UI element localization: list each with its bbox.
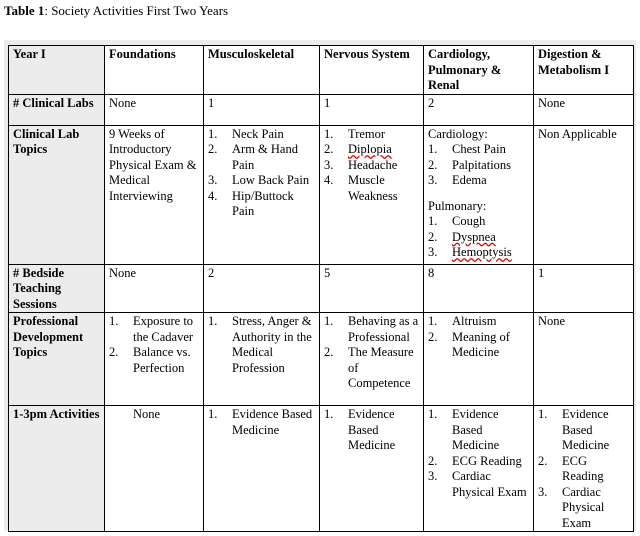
cell: None (534, 94, 634, 125)
list (324, 407, 419, 454)
cell (204, 125, 320, 264)
pulmonary-heading: Pulmonary: (428, 198, 487, 213)
cell: None (534, 313, 634, 406)
list-item: 2. Arm & Hand Pain (208, 142, 298, 172)
table-row (9, 94, 634, 125)
cell: 2 (424, 94, 534, 125)
cell: 8 (424, 264, 534, 313)
list-item: 3. Headache (324, 157, 398, 172)
header-musculoskeletal: Musculoskeletal (204, 46, 320, 95)
cell: 1 (204, 94, 320, 125)
table-row (9, 406, 634, 532)
list (538, 407, 629, 531)
cell: 1 (534, 264, 634, 313)
list-item: 3. Cardiac Physical Exam (538, 484, 605, 530)
list-item: 1. Evidence Based Medicine (428, 407, 500, 452)
cell: 9 Weeks of Introductory Physical Exam & Medical Interviewing (105, 125, 204, 264)
list (324, 127, 419, 205)
list-item: 4. Hip/Buttock Pain (208, 188, 294, 218)
cell (534, 406, 634, 532)
row-label-clinical-topics: Clinical Lab Topics (9, 125, 105, 264)
list-item: 2. Diplopia (324, 142, 392, 156)
table-caption (4, 3, 228, 19)
table-row (9, 313, 634, 406)
row-label-professional: Professional Development Topics (9, 313, 105, 406)
list (428, 214, 529, 261)
cell: Non Applicable (534, 125, 634, 264)
list (208, 407, 315, 438)
list-item: 1. Exposure to the Cadaver (109, 314, 194, 344)
list-item: 1. Neck Pain (208, 126, 284, 141)
cell: 2 (204, 264, 320, 313)
header-nervous: Nervous System (320, 46, 424, 95)
table-row (9, 125, 634, 264)
list-item: 2. Meaning of Medicine (428, 329, 510, 359)
list-item: 1. Chest Pain (428, 142, 506, 156)
list-item: 3. Hemoptysis (428, 245, 512, 259)
list (208, 314, 315, 376)
cell: None (105, 264, 204, 313)
list-item: 1. Cough (428, 214, 486, 228)
row-label-activities: 1-3pm Activities (9, 406, 105, 532)
cell (204, 406, 320, 532)
list-item: 2. Palpitations (428, 157, 512, 172)
caption-label: Table 1 (4, 3, 45, 18)
row-label-clinical-labs: # Clinical Labs (9, 94, 105, 125)
cell (424, 406, 534, 532)
list-item: 2. Dyspnea (428, 229, 496, 244)
list (109, 314, 199, 376)
society-activities-table (8, 45, 634, 532)
list-item: 1. Evidence Based Medicine (538, 407, 610, 452)
list-item: 2. The Measure of Competence (324, 345, 414, 390)
cell: 5 (320, 264, 424, 313)
list-item: 3. Edema (428, 173, 487, 187)
list (324, 314, 419, 392)
cell (424, 313, 534, 406)
cell (320, 406, 424, 532)
cell (320, 125, 424, 264)
table-frame (4, 40, 636, 531)
list-item: 1. Evidence Based Medicine (324, 407, 396, 452)
cell (105, 313, 204, 406)
list-item: 1. Stress, Anger & Authority in the Medical Profession (208, 314, 312, 375)
list-item: 1. Behaving as a Professional (324, 314, 419, 344)
list (208, 127, 315, 220)
header-row (9, 46, 634, 95)
cell (424, 125, 534, 264)
list-item: 1. Altruism (428, 314, 497, 328)
list-item: 3. Cardiac Physical Exam (428, 469, 527, 499)
list (428, 142, 529, 189)
cell (204, 313, 320, 406)
list (428, 407, 529, 500)
list-item: 3. Low Back Pain (208, 173, 310, 187)
list-item: 2. ECG Reading (428, 453, 522, 468)
header-digestion: Digestion & Metabolism I (534, 46, 634, 95)
table-row (9, 264, 634, 313)
list-item: 2. Balance vs. Perfection (109, 345, 191, 375)
header-year: Year I (9, 46, 105, 95)
cell (320, 313, 424, 406)
list-item: 4. Muscle Weakness (324, 173, 398, 203)
header-cardio: Cardiology, Pulmonary & Renal (424, 46, 534, 95)
cell: None (105, 94, 204, 125)
cardiology-heading: Cardiology: (428, 126, 488, 141)
header-foundations: Foundations (105, 46, 204, 95)
list (428, 314, 529, 361)
cell: 1 (320, 94, 424, 125)
list-item: 1. Tremor (324, 126, 386, 141)
list-item: 2. ECG Reading (538, 453, 604, 483)
row-label-bedside: # Bedside Teaching Sessions (9, 264, 105, 313)
caption-text: : Society Activities First Two Years (44, 3, 229, 18)
cell: None (105, 406, 204, 532)
list-item: 1. Evidence Based Medicine (208, 407, 313, 437)
